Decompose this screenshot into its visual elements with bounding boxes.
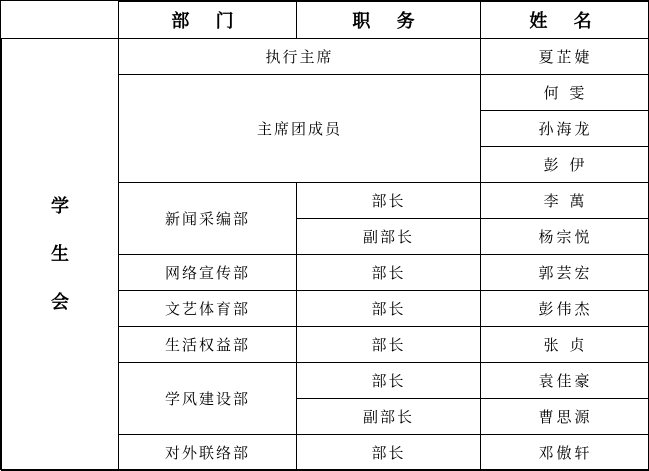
org-label: 学生会	[50, 183, 70, 327]
web-name: 郭芸宏	[481, 255, 649, 291]
news-name-2: 杨宗悦	[481, 219, 649, 255]
header-row	[2, 2, 649, 39]
style-name-1: 袁佳豪	[481, 363, 649, 399]
web-dept: 网络宣传部	[119, 255, 297, 291]
liaison-name: 邓傲轩	[481, 435, 649, 471]
header-name: 姓 名	[481, 2, 649, 39]
liaison-dept: 对外联络部	[119, 435, 297, 471]
arts-name: 彭伟杰	[481, 291, 649, 327]
news-dept: 新闻采编部	[119, 183, 297, 255]
news-name-1: 李 萬	[481, 183, 649, 219]
style-post-1: 部长	[297, 363, 481, 399]
header-corner-cell	[2, 2, 119, 39]
liaison-post: 部长	[297, 435, 481, 471]
life-dept: 生活权益部	[119, 327, 297, 363]
arts-dept: 文艺体育部	[119, 291, 297, 327]
table-row	[2, 39, 649, 75]
header-dept: 部 门	[119, 2, 297, 39]
news-post-1: 部长	[297, 183, 481, 219]
arts-post: 部长	[297, 291, 481, 327]
life-name: 张 贞	[481, 327, 649, 363]
student-union-roster-table	[1, 1, 649, 471]
chair-name: 夏芷婕	[481, 39, 649, 75]
presidium-name-3: 彭 伊	[481, 147, 649, 183]
style-dept: 学风建设部	[119, 363, 297, 435]
style-post-2: 副部长	[297, 399, 481, 435]
chair-label: 执行主席	[119, 39, 481, 75]
presidium-name-1: 何 雯	[481, 75, 649, 111]
life-post: 部长	[297, 327, 481, 363]
presidium-name-2: 孙海龙	[481, 111, 649, 147]
style-name-2: 曹思源	[481, 399, 649, 435]
presidium-label: 主席团成员	[119, 75, 481, 183]
org-cell	[2, 39, 119, 471]
news-post-2: 副部长	[297, 219, 481, 255]
header-post: 职 务	[297, 2, 481, 39]
web-post: 部长	[297, 255, 481, 291]
